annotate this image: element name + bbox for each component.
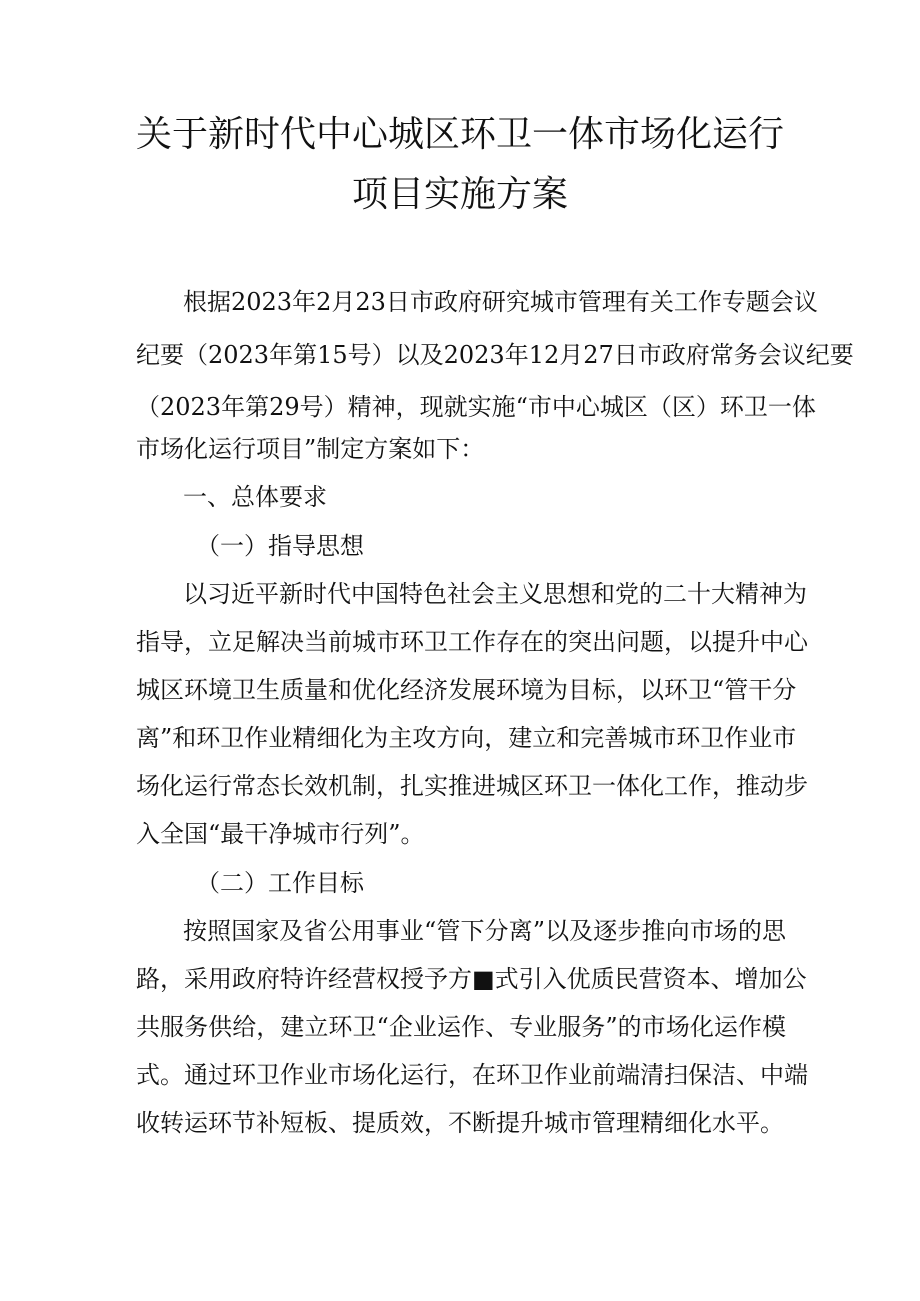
subsection-1-heading: （一）指导思想 bbox=[196, 532, 364, 560]
document-title-line-2: 项目实施方案 bbox=[351, 174, 568, 215]
goals-line-5: 收转运环节补短板、提质效，不断提升城市管理精细化水平。 bbox=[136, 1109, 784, 1137]
guiding-line-4: 离”和环卫作业精细化为主攻方向，建立和完善城市环卫作业市 bbox=[136, 724, 797, 752]
guiding-line-6: 入全国“最干净城市行列”。 bbox=[136, 820, 425, 848]
goals-line-3: 共服务供给，建立环卫“企业运作、专业服务”的市场化运作模 bbox=[136, 1013, 786, 1041]
intro-line-4: 市场化运行项目”制定方案如下： bbox=[136, 435, 485, 463]
section-1-heading: 一、总体要求 bbox=[183, 483, 327, 511]
guiding-line-1: 以习近平新时代中国特色社会主义思想和党的二十大精神为 bbox=[183, 580, 807, 608]
intro-line-2: 纪要（2023年第15号）以及2023年12月27日市政府常务会议纪要 bbox=[136, 341, 854, 369]
intro-line-3: （2023年第29号）精神，现就实施“市中心城区（区）环卫一体 bbox=[136, 393, 816, 421]
guiding-line-3: 城区环境卫生质量和优化经济发展环境为目标，以环卫“管干分 bbox=[136, 676, 797, 704]
guiding-line-2: 指导，立足解决当前城市环卫工作存在的突出问题，以提升中心 bbox=[136, 628, 808, 656]
goals-line-2: 路，采用政府特许经营权授予方■式引入优质民营资本、增加公 bbox=[136, 965, 807, 993]
goals-line-4: 式。通过环卫作业市场化运行，在环卫作业前端清扫保洁、中端 bbox=[136, 1061, 808, 1089]
intro-line-1: 根据2023年2月23日市政府研究城市管理有关工作专题会议 bbox=[183, 288, 818, 316]
document-title-line-1: 关于新时代中心城区环卫一体市场化运行 bbox=[135, 114, 784, 155]
guiding-line-5: 场化运行常态长效机制，扎实推进城区环卫一体化工作，推动步 bbox=[136, 772, 808, 800]
subsection-2-heading: （二）工作目标 bbox=[196, 869, 364, 897]
goals-line-1: 按照国家及省公用事业“管下分离”以及逐步推向市场的思 bbox=[183, 917, 786, 945]
